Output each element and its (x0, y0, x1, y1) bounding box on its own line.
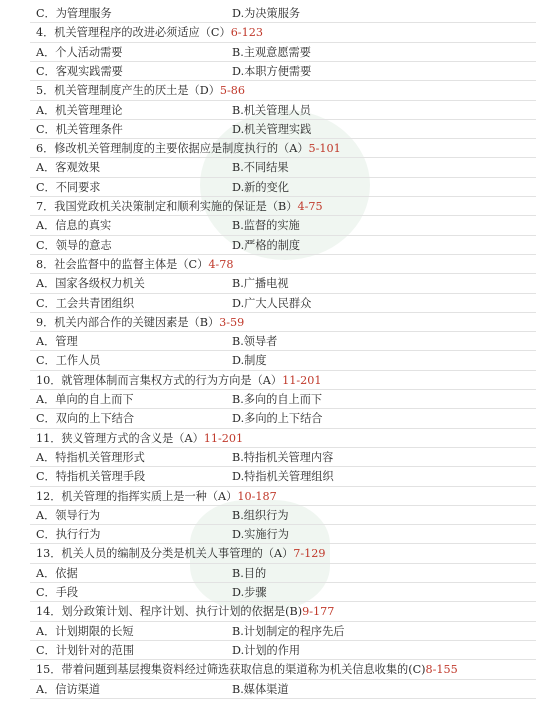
option-row (36, 564, 546, 584)
option-left: C．为管理服务 (36, 7, 112, 20)
option-left: C．工作人员 (36, 354, 101, 368)
option-row (36, 332, 546, 352)
question-stem (36, 660, 458, 680)
question-text: 6．修改机关管理制度的主要依据应是制度执行的（A） (36, 142, 309, 156)
question-text: 14．划分政策计划、程序计划、执行计划的依据是(B) (36, 605, 303, 619)
option-right: D.步骤 (232, 586, 267, 599)
option-row (36, 583, 546, 603)
option-right: B.多向的自上而下 (232, 393, 323, 406)
page-reference: 4-75 (297, 200, 323, 213)
page-reference: 11-201 (203, 431, 244, 445)
row-divider (30, 698, 536, 699)
option-right: D.本职方便需要 (232, 64, 312, 78)
question-stem (36, 81, 245, 101)
option-left: A．单向的自上而下 (36, 393, 134, 406)
option-right: B.不同结果 (232, 161, 289, 175)
option-row (36, 120, 546, 140)
option-row (36, 351, 546, 371)
option-left: A．领导行为 (36, 508, 101, 522)
option-left: C．领导的意志 (36, 238, 112, 252)
option-left: C．计划针对的范围 (36, 643, 135, 657)
option-left: A．计划期限的长短 (36, 624, 134, 638)
question-stem (36, 197, 323, 217)
option-right: B.广播电视 (232, 277, 289, 291)
option-row (36, 525, 546, 545)
option-right: B.监督的实施 (232, 219, 300, 233)
option-row (36, 641, 546, 661)
option-row (36, 101, 546, 121)
question-stem (36, 23, 263, 43)
page-reference: 8-155 (425, 663, 458, 677)
question-text: 15．带着问题到基层搜集资料经过筛选获取信息的渠道称为机关信息收集的(C) (36, 663, 426, 677)
question-stem (36, 487, 277, 507)
option-row (36, 622, 546, 642)
option-left: A．依据 (36, 566, 78, 580)
option-right: D.机关管理实践 (232, 122, 312, 136)
option-row (36, 216, 546, 236)
question-text: 5．机关管理制度产生的厌土是（D） (36, 84, 220, 98)
option-right: D.制度 (232, 354, 267, 368)
option-right: D.特指机关管理组织 (232, 470, 334, 484)
page-reference: 10-187 (237, 489, 277, 503)
question-stem (36, 602, 334, 622)
option-left: C．机关管理条件 (36, 122, 123, 136)
question-stem (36, 255, 233, 275)
option-row (36, 409, 546, 429)
page-reference: 7-129 (293, 547, 326, 561)
option-left: A．个人活动需要 (36, 45, 123, 59)
option-row (36, 4, 546, 24)
option-right: B.机关管理人员 (232, 103, 311, 117)
question-text: 8．社会监督中的监督主体是（C） (36, 257, 209, 271)
option-row (36, 178, 546, 198)
page-reference: 5-86 (219, 84, 246, 98)
question-text: 9．机关内部合作的关键因素是（B） (36, 315, 220, 329)
option-row (36, 236, 546, 256)
page-reference: 3-59 (219, 315, 245, 329)
question-text: 4．机关管理程序的改进必须适应（C） (36, 26, 231, 40)
page-reference: 4-78 (208, 257, 234, 271)
page-reference: 5-101 (308, 142, 341, 156)
option-left: C．双向的上下结合 (36, 412, 135, 426)
option-left: C．客观实践需要 (36, 64, 123, 78)
option-row (36, 62, 546, 82)
option-right: B.目的 (232, 566, 267, 580)
question-stem (36, 429, 243, 449)
page-reference: 6-123 (230, 26, 263, 40)
question-text: 12．机关管理的指挥实质上是一种（A） (36, 489, 238, 503)
question-stem (36, 544, 326, 564)
option-row (36, 506, 546, 526)
option-left: C．不同要求 (36, 180, 101, 194)
option-right: B.组织行为 (232, 508, 289, 522)
option-right: D.为决策服务 (232, 7, 301, 20)
option-row (36, 294, 546, 314)
option-left: A．管理 (36, 335, 78, 349)
page-reference: 11-201 (282, 373, 322, 387)
question-text: 13．机关人员的编制及分类是机关人事管理的（A） (36, 547, 294, 561)
question-text: 10．就管理体制而言集权方式的行为方向是（A） (36, 373, 283, 387)
option-left: A．机关管理理论 (36, 103, 123, 117)
option-left: A．客观效果 (36, 161, 101, 175)
option-left: C．特指机关管理手段 (36, 470, 146, 484)
question-stem (36, 313, 244, 333)
option-right: D.广大人民群众 (232, 296, 312, 310)
option-right: B.媒体渠道 (232, 682, 289, 696)
option-left: C．手段 (36, 586, 79, 599)
option-right: D.严格的制度 (232, 238, 301, 252)
option-left: A．特指机关管理形式 (36, 450, 145, 464)
option-left: C．工会共青团组织 (36, 296, 135, 310)
option-right: B.主观意愿需要 (232, 45, 311, 59)
option-right: D.实施行为 (232, 528, 289, 542)
question-stem (36, 139, 341, 159)
option-row (36, 158, 546, 178)
option-row (36, 390, 546, 410)
question-stem (36, 371, 321, 391)
question-text: 11．狭义管理方式的含义是（A） (36, 431, 204, 445)
option-left: A．信息的真实 (36, 219, 112, 233)
option-row (36, 467, 546, 487)
option-left: A．信访渠道 (36, 682, 101, 696)
question-text: 7．我国党政机关决策制定和顺利实施的保证是（B） (36, 200, 298, 213)
option-row (36, 448, 546, 468)
page-reference: 9-177 (302, 605, 335, 619)
option-right: B.计划制定的程序先后 (232, 624, 345, 638)
option-row (36, 274, 546, 294)
option-right: D.多向的上下结合 (232, 412, 323, 426)
option-right: D.计划的作用 (232, 643, 301, 657)
option-right: B.领导者 (232, 335, 278, 349)
option-left: A．国家各级权力机关 (36, 277, 145, 291)
option-row (36, 43, 546, 63)
option-row (36, 680, 546, 700)
option-left: C．执行行为 (36, 528, 101, 542)
option-right: D.新的变化 (232, 180, 289, 194)
option-right: B.特指机关管理内容 (232, 450, 334, 464)
